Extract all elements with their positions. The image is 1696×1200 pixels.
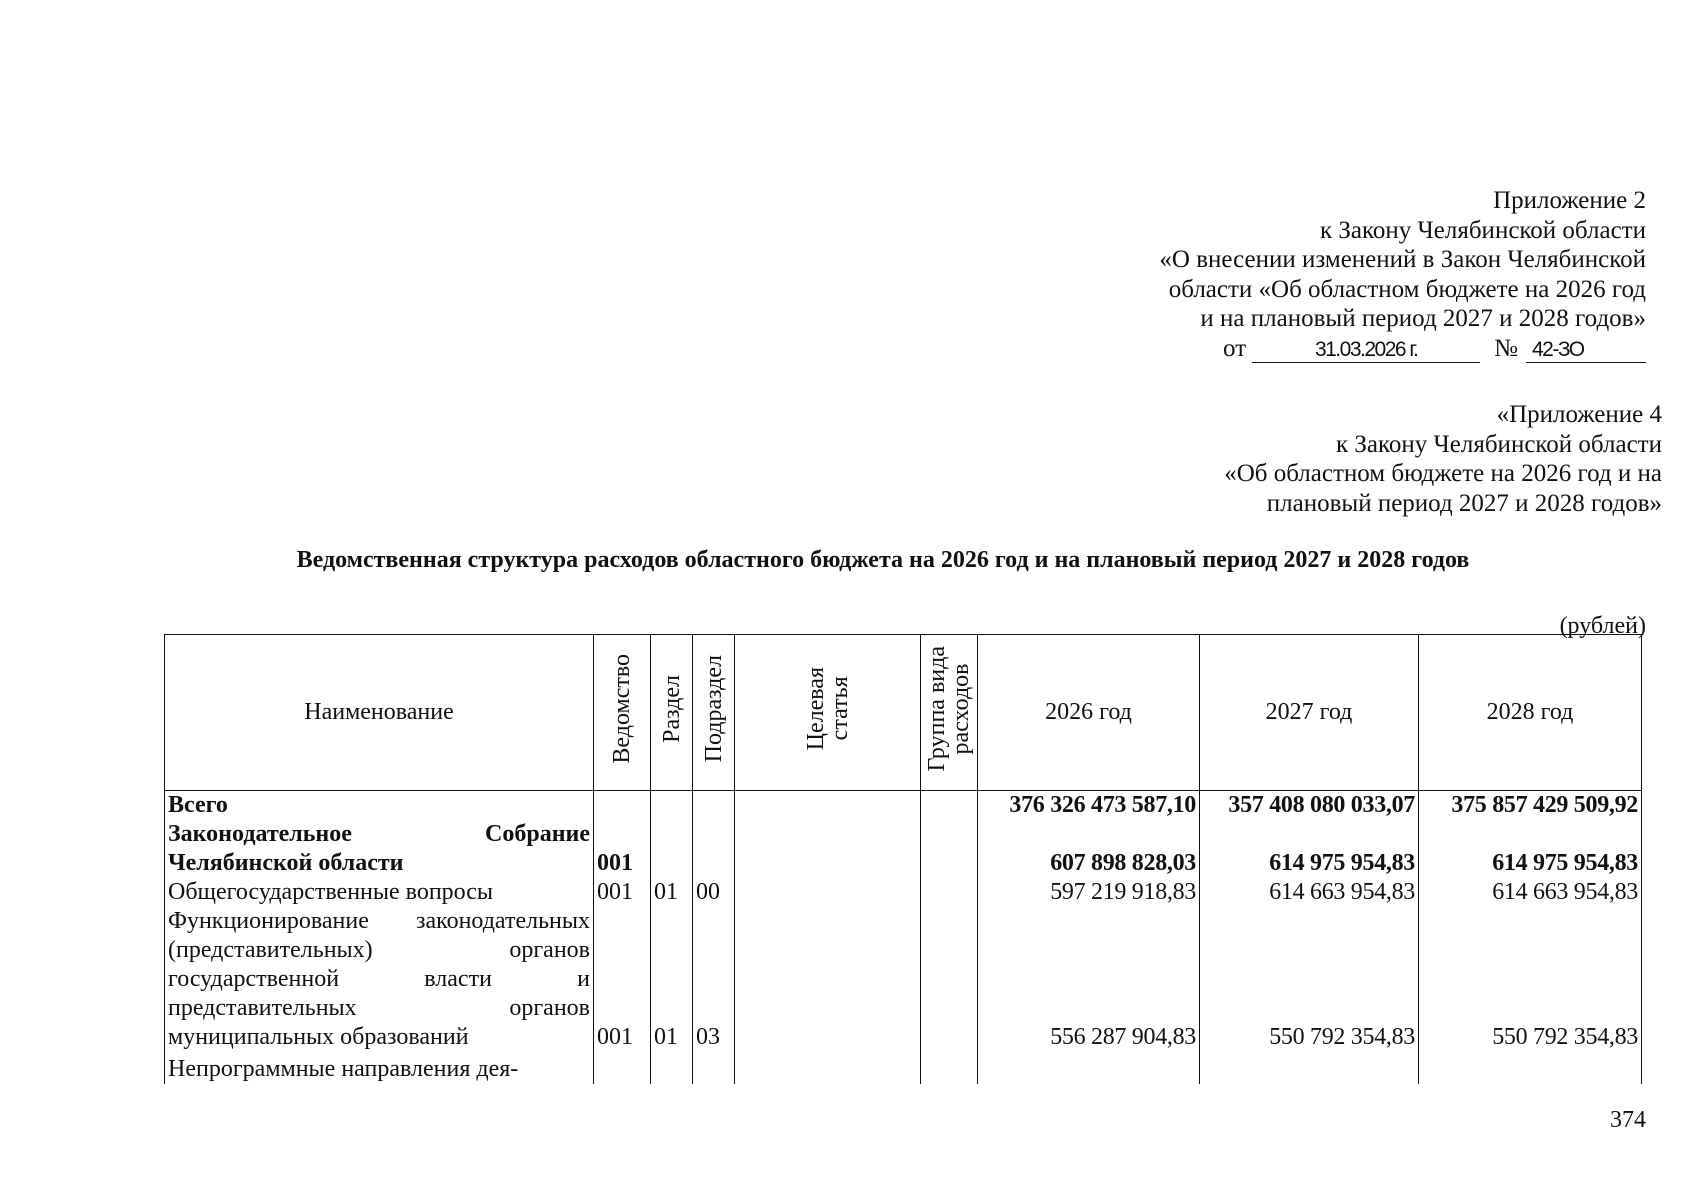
header-razdel: Раздел: [651, 635, 693, 791]
row-razdel: [651, 791, 693, 821]
document-title: Ведомственная структура расходов областного бюджета на 2026 год и на плановый период 2027 и 2028 годов: [296, 547, 1470, 573]
page-number: 374: [1610, 1107, 1646, 1133]
row-2027: 614 663 954,83: [1200, 878, 1419, 907]
approval-date-row: [1159, 334, 1646, 364]
number-prefix: №: [1494, 334, 1518, 362]
row-podrazdel: 00: [693, 878, 735, 907]
row-target: [735, 820, 921, 878]
appendix4-line-1: «Приложение 4: [1496, 401, 1662, 428]
appendix4-line-4: плановый период 2027 и 2028 годов»: [1266, 489, 1662, 517]
row-ved: 001: [594, 878, 651, 907]
header-2027: 2027 год: [1200, 635, 1419, 791]
appendix4-block: [1224, 400, 1662, 518]
row-ved: [594, 791, 651, 821]
header-target-line2: статья: [826, 677, 853, 741]
row-group: [921, 820, 978, 878]
row-ved: 001: [594, 820, 651, 878]
header-2026: 2026 год: [978, 635, 1200, 791]
row-2026: 556 287 904,83: [978, 907, 1200, 1052]
row-2027: 614 975 954,83: [1200, 820, 1419, 878]
row-2028: 550 792 354,83: [1419, 907, 1642, 1052]
row-name: Общегосударственные вопросы: [165, 878, 594, 907]
table-row: [165, 878, 1642, 907]
table-row: [165, 907, 1642, 1052]
row-razdel: 01: [651, 907, 693, 1052]
row-2026: 607 898 828,03: [978, 820, 1200, 878]
row-2027: 550 792 354,83: [1200, 907, 1419, 1052]
number-field: 42-ЗО: [1526, 338, 1646, 363]
row-target: [735, 878, 921, 907]
header-expense-group: [921, 635, 978, 791]
row-group: [921, 791, 978, 821]
row-razdel: 01: [651, 878, 693, 907]
row-2028: 614 975 954,83: [1419, 820, 1642, 878]
row-name: Непрограммные направления дея-: [165, 1052, 594, 1084]
appendix4-line-2: к Закону Челябинской области: [1336, 430, 1662, 458]
header-2028: 2028 год: [1419, 635, 1642, 791]
appendix4-line-3: «Об областном бюджете на 2026 год и на: [1224, 460, 1662, 487]
row-razdel: [651, 820, 693, 878]
table-row: [165, 820, 1642, 878]
header-target-line1: Целевая: [802, 667, 829, 751]
row-2026: 597 219 918,83: [978, 878, 1200, 907]
row-name: Всего: [165, 791, 594, 821]
header-group-line2: расходов: [948, 663, 974, 755]
approval-line-2: к Закону Челябинской области: [1320, 216, 1646, 244]
header-target-article: [735, 635, 921, 791]
table-row: [165, 1052, 1642, 1084]
header-name: Наименование: [165, 635, 594, 791]
row-group: [921, 878, 978, 907]
row-ved: 001: [594, 907, 651, 1052]
row-group: [921, 907, 978, 1052]
header-podrazdel: Подраздел: [693, 635, 735, 791]
approval-block: [1159, 186, 1646, 363]
row-podrazdel: [693, 820, 735, 878]
row-name: Законодательное Собрание Челябинской области: [165, 820, 594, 878]
row-target: [735, 907, 921, 1052]
row-name: Функционирование законодательных (представительных) органов государственной власти и представительных органов муниципальных образований: [165, 907, 594, 1052]
units-label: (рублей): [1559, 613, 1646, 639]
row-podrazdel: [693, 791, 735, 821]
row-podrazdel: 03: [693, 907, 735, 1052]
row-2028: 614 663 954,83: [1419, 878, 1642, 907]
approval-line-1: Приложение 2: [1493, 187, 1646, 214]
row-2028: 375 857 429 509,92: [1419, 791, 1642, 821]
budget-table: [164, 634, 1642, 1084]
table-header-row: [165, 635, 1642, 791]
header-vedomstvo: Ведомство: [594, 635, 651, 791]
row-target: [735, 791, 921, 821]
table-row: [165, 791, 1642, 821]
row-2026: 376 326 473 587,10: [978, 791, 1200, 821]
approval-line-5: и на плановый период 2027 и 2028 годов»: [1200, 305, 1646, 332]
approval-line-3: «О внесении изменений в Закон Челябинской: [1159, 246, 1646, 273]
date-prefix: от: [1223, 334, 1247, 362]
header-group-line1: Группа вида: [924, 646, 950, 772]
date-field: 31.03.2026 г.: [1252, 338, 1480, 363]
row-2027: 357 408 080 033,07: [1200, 791, 1419, 821]
approval-line-4: области «Об областном бюджете на 2026 год: [1168, 275, 1646, 303]
